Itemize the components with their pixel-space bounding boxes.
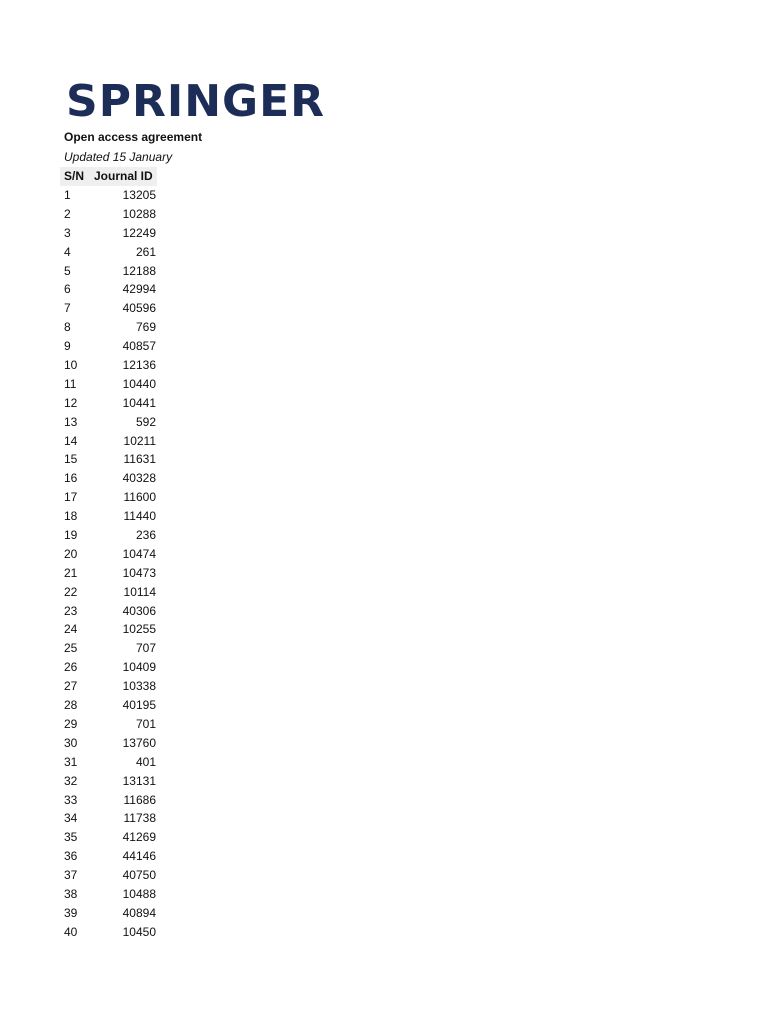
cell-sn: 8 [64, 320, 71, 335]
table-row [60, 318, 157, 337]
cell-sn: 20 [64, 546, 78, 561]
table-row [60, 696, 157, 715]
table-row [60, 620, 157, 639]
table-row [60, 545, 157, 564]
table-row [60, 677, 157, 696]
table-row [60, 923, 157, 942]
cell-sn: 19 [64, 528, 78, 543]
table-row [60, 469, 157, 488]
cell-sn: 27 [64, 679, 78, 694]
cell-journal-id: 10474 [122, 546, 156, 561]
cell-journal-id: 40894 [122, 905, 156, 920]
table-row [60, 299, 157, 318]
table-row [60, 639, 157, 658]
cell-sn: 7 [64, 301, 71, 316]
cell-journal-id: 707 [135, 641, 156, 656]
cell-sn: 3 [64, 225, 71, 240]
cell-sn: 40 [64, 924, 78, 939]
publisher-logo: SPRINGER [66, 76, 326, 127]
cell-sn: 5 [64, 263, 71, 278]
cell-sn: 30 [64, 735, 78, 750]
column-header-journal-id: Journal ID [94, 169, 153, 183]
cell-journal-id: 13205 [122, 188, 156, 202]
cell-sn: 16 [64, 471, 78, 486]
cell-journal-id: 10211 [123, 433, 156, 448]
table-header [60, 167, 157, 186]
cell-sn: 6 [64, 282, 71, 297]
cell-sn: 39 [64, 905, 78, 920]
table-row [60, 507, 157, 526]
cell-journal-id: 12249 [122, 225, 156, 240]
table-row [60, 828, 157, 847]
table-row [60, 583, 157, 602]
cell-sn: 37 [64, 868, 78, 883]
cell-sn: 12 [64, 395, 78, 410]
cell-journal-id: 10338 [122, 679, 156, 694]
cell-journal-id: 40596 [122, 301, 156, 316]
cell-sn: 29 [64, 716, 78, 731]
cell-sn: 26 [64, 660, 78, 675]
column-header-sn: S/N [64, 169, 85, 183]
cell-journal-id: 11686 [123, 792, 156, 807]
table-row [60, 262, 157, 281]
cell-sn: 2 [64, 206, 71, 221]
cell-journal-id: 12188 [122, 263, 156, 278]
table-row [60, 186, 157, 205]
cell-sn: 4 [64, 244, 71, 259]
cell-journal-id: 11440 [123, 509, 156, 524]
cell-journal-id: 11631 [123, 452, 156, 467]
cell-sn: 33 [64, 792, 78, 807]
table-row [60, 564, 157, 583]
cell-journal-id: 42994 [122, 282, 156, 297]
cell-sn: 32 [64, 773, 78, 788]
table-row [60, 450, 157, 469]
cell-journal-id: 401 [135, 754, 156, 769]
table-row [60, 205, 157, 224]
cell-journal-id: 10255 [122, 622, 156, 637]
cell-journal-id: 10409 [122, 660, 156, 675]
cell-sn: 17 [64, 490, 78, 505]
table-row [60, 602, 157, 621]
cell-sn: 24 [64, 622, 78, 637]
cell-sn: 36 [64, 849, 78, 864]
table-row [60, 375, 157, 394]
cell-journal-id: 41269 [122, 830, 156, 845]
cell-journal-id: 40195 [122, 698, 156, 713]
table-row [60, 224, 157, 243]
table-row [60, 885, 157, 904]
table-row [60, 734, 157, 753]
cell-sn: 18 [64, 509, 78, 524]
cell-journal-id: 13131 [122, 773, 156, 788]
cell-journal-id: 10450 [122, 924, 156, 939]
cell-sn: 13 [64, 414, 78, 429]
cell-sn: 21 [64, 565, 78, 580]
table-body [60, 186, 157, 942]
cell-sn: 25 [64, 641, 78, 656]
cell-journal-id: 12136 [122, 358, 156, 373]
table-row [60, 847, 157, 866]
cell-journal-id: 10114 [123, 584, 156, 599]
table-row [60, 356, 157, 375]
cell-sn: 10 [64, 358, 78, 373]
cell-journal-id: 11738 [123, 811, 156, 826]
cell-sn: 28 [64, 698, 78, 713]
cell-journal-id: 40306 [122, 603, 156, 618]
cell-journal-id: 10441 [122, 395, 156, 410]
cell-sn: 11 [64, 376, 77, 391]
cell-journal-id: 10473 [122, 565, 156, 580]
updated-date: Updated 15 January [64, 150, 173, 164]
table-row [60, 866, 157, 885]
table-row [60, 280, 157, 299]
table-row [60, 658, 157, 677]
cell-sn: 22 [64, 584, 78, 599]
table-row [60, 715, 157, 734]
cell-journal-id: 40857 [122, 339, 156, 354]
cell-journal-id: 261 [135, 244, 156, 259]
cell-journal-id: 10440 [122, 376, 156, 391]
document-subtitle: Open access agreement [64, 130, 203, 144]
table-row [60, 809, 157, 828]
cell-sn: 35 [64, 830, 78, 845]
cell-sn: 9 [64, 339, 71, 354]
cell-journal-id: 11600 [123, 490, 156, 505]
table-row [60, 432, 157, 451]
table-row [60, 413, 157, 432]
cell-sn: 14 [64, 433, 78, 448]
table-row [60, 791, 157, 810]
cell-sn: 34 [64, 811, 78, 826]
cell-sn: 31 [64, 754, 78, 769]
cell-journal-id: 701 [135, 716, 156, 731]
table-row [60, 243, 157, 262]
cell-sn: 1 [64, 188, 71, 202]
table-row [60, 394, 157, 413]
table-row [60, 337, 157, 356]
cell-journal-id: 769 [135, 320, 156, 335]
cell-journal-id: 10488 [122, 886, 156, 901]
table-row [60, 753, 157, 772]
cell-sn: 38 [64, 886, 78, 901]
cell-journal-id: 40328 [122, 471, 156, 486]
cell-journal-id: 13760 [122, 735, 156, 750]
cell-sn: 15 [64, 452, 78, 467]
cell-journal-id: 236 [135, 528, 156, 543]
table-row [60, 904, 157, 923]
table-row [60, 488, 157, 507]
cell-journal-id: 10288 [122, 206, 156, 221]
cell-journal-id: 592 [135, 414, 156, 429]
document-viewport [60, 70, 326, 950]
table-row [60, 772, 157, 791]
cell-journal-id: 40750 [122, 868, 156, 883]
cell-journal-id: 44146 [122, 849, 156, 864]
cell-sn: 23 [64, 603, 78, 618]
table-row [60, 526, 157, 545]
